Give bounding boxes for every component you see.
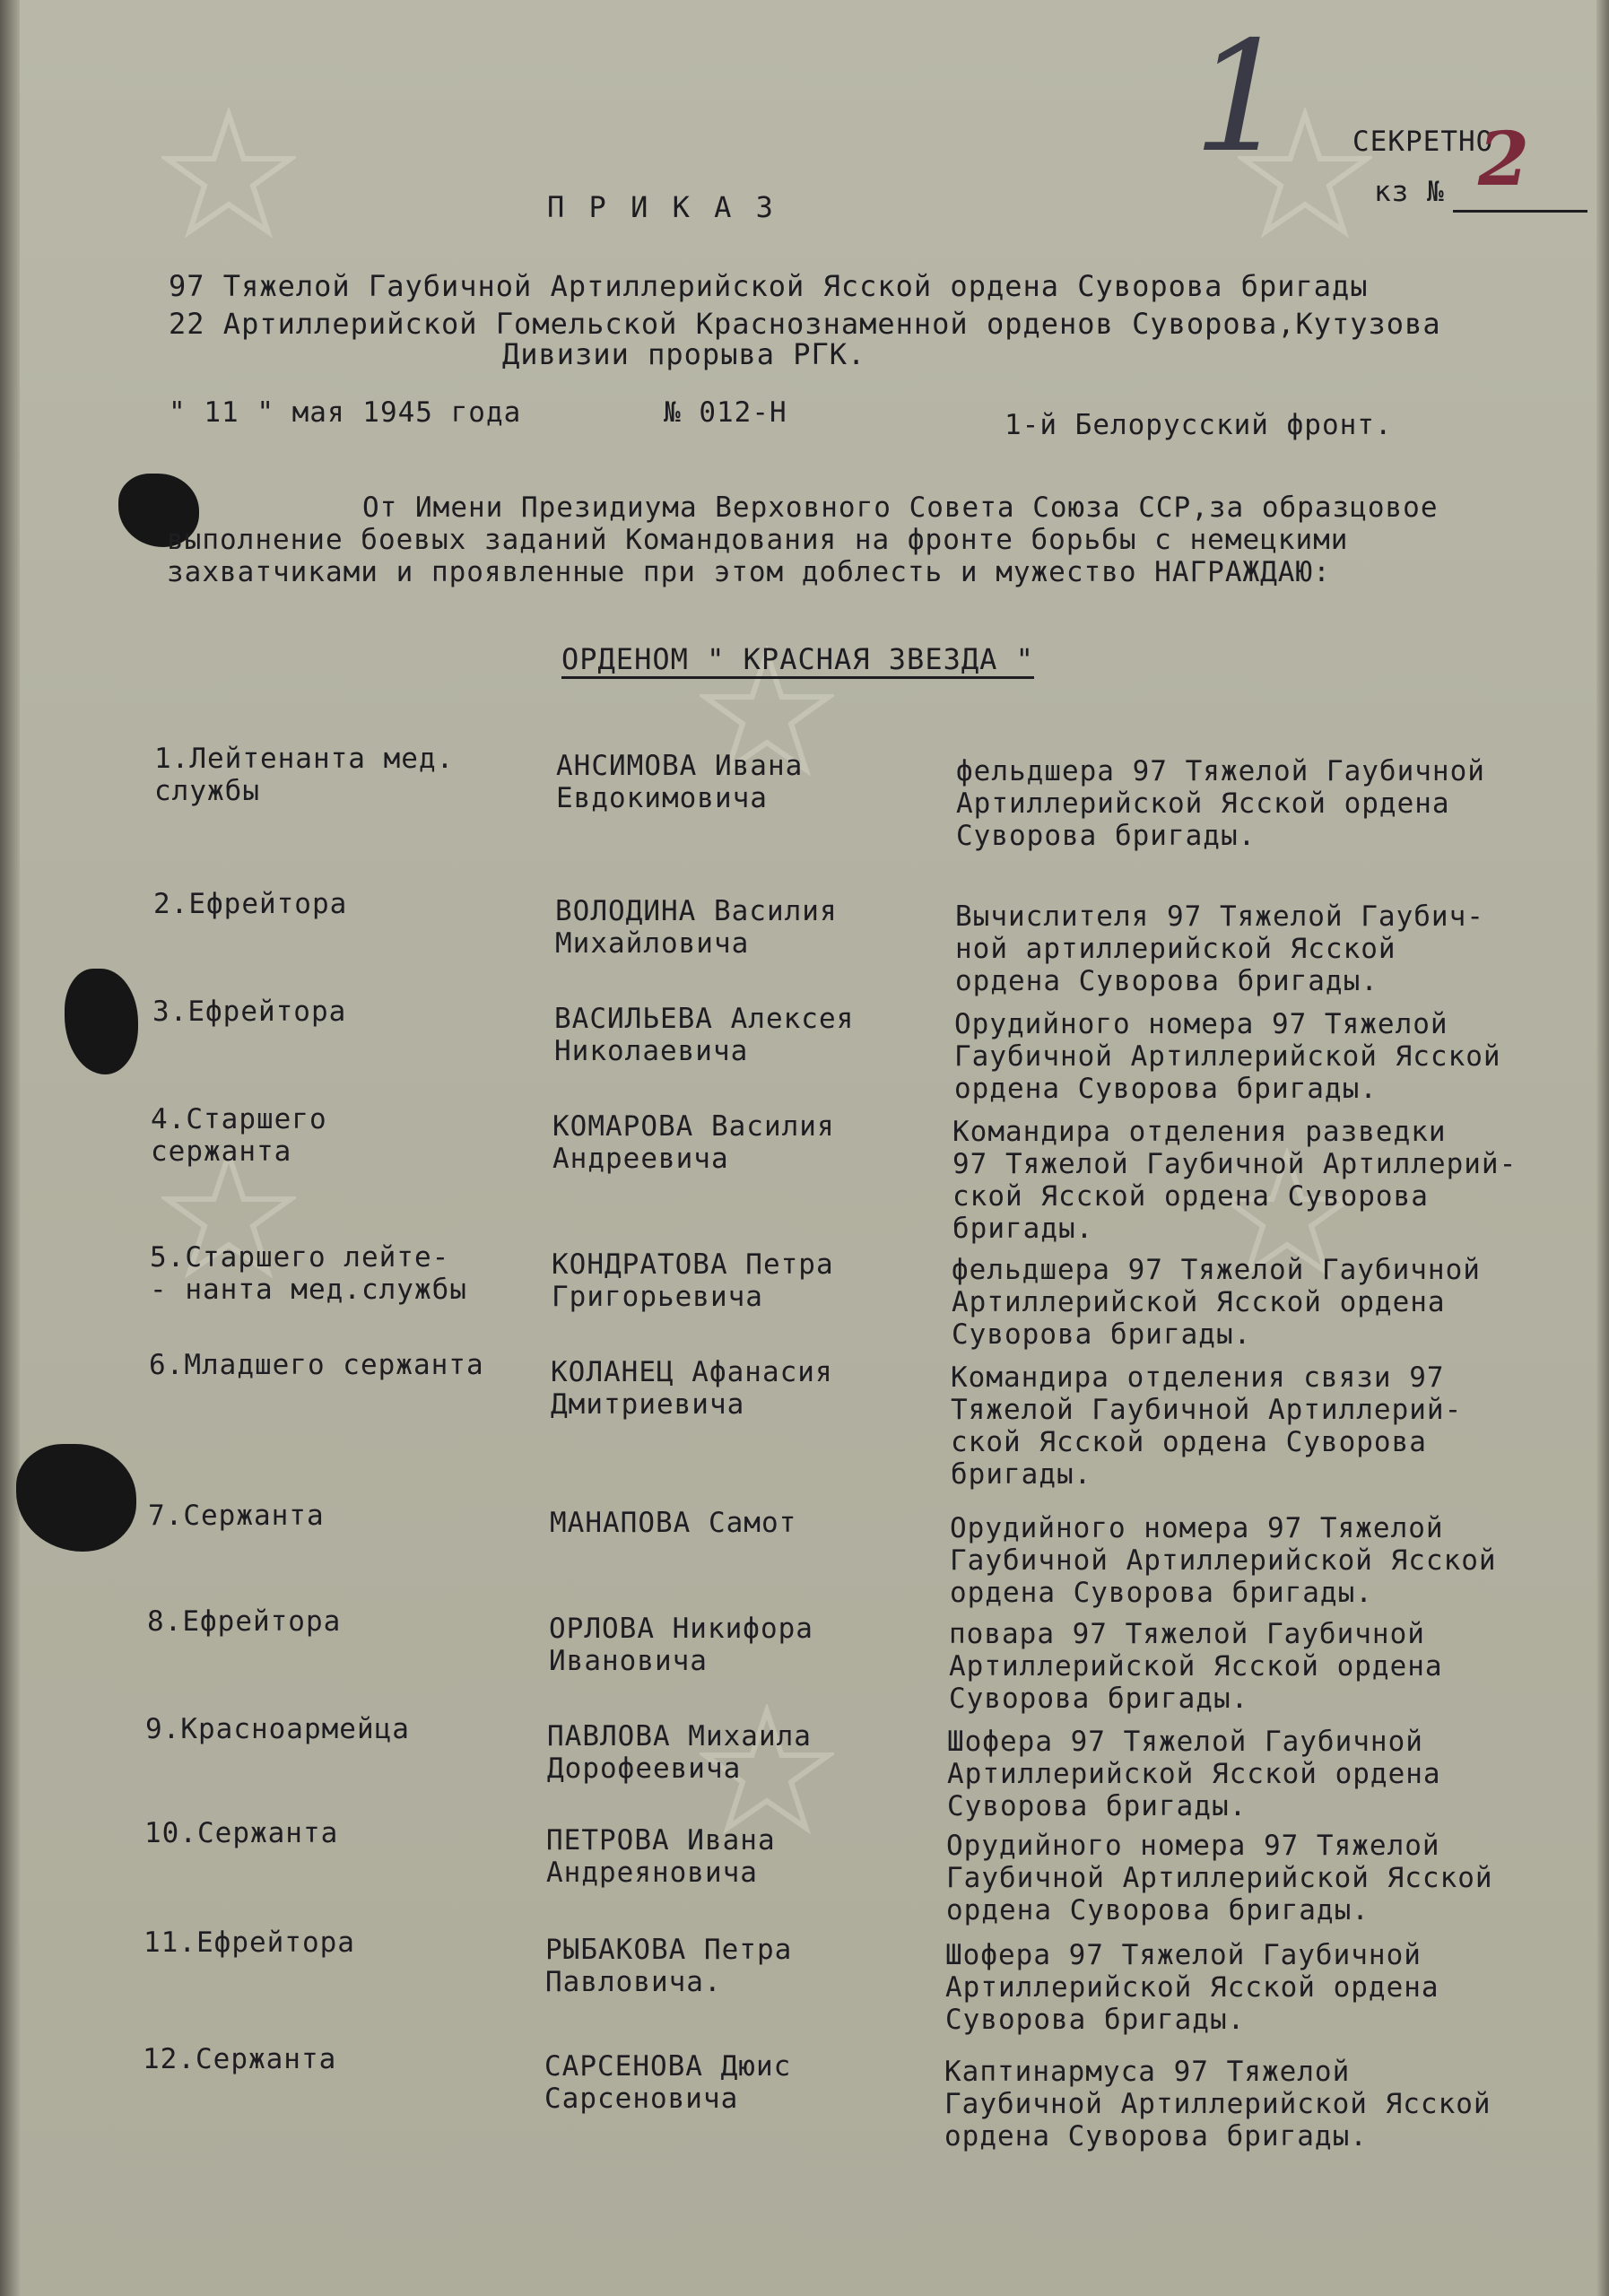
preamble-line-1: От Имени Президиума Верховного Совета Союза ССР,за образцовое <box>362 491 1439 524</box>
document-title: П Р И К А З <box>547 190 777 224</box>
recipient-position: ордена Суворова бригады. <box>954 1073 1378 1105</box>
recipient-rank: 5.Старшего лейте- <box>150 1241 450 1274</box>
recipient-position: Суворова бригады. <box>949 1683 1249 1715</box>
recipient-position: Вычислителя 97 Тяжелой Гаубич- <box>955 900 1484 933</box>
recipient-name: МАНАПОВА Самот <box>550 1507 797 1539</box>
recipient-rank: сержанта <box>151 1135 292 1168</box>
recipient-name: КОЛАНЕЦ Афанасия <box>551 1356 833 1388</box>
recipient-name: АНСИМОВА Ивана <box>556 750 804 782</box>
unit-line-2: 22 Артиллерийской Гомельской Краснознаменной орденов Суворова,Кутузова <box>169 307 1441 341</box>
recipient-rank: службы <box>154 775 260 807</box>
recipient-name: Ивановича <box>549 1645 708 1677</box>
recipient-rank: 11.Ефрейтора <box>144 1926 355 1959</box>
recipient-position: бригады. <box>951 1458 1092 1491</box>
recipient-position: Орудийного номера 97 Тяжелой <box>954 1008 1448 1040</box>
recipient-rank: 9.Красноармейца <box>145 1713 410 1745</box>
punch-hole-lower <box>16 1444 136 1552</box>
recipient-position: Артиллерийской Ясской ордена <box>949 1650 1443 1683</box>
recipient-rank: 7.Сержанта <box>148 1500 325 1532</box>
recipient-name: ПАВЛОВА Михаила <box>547 1720 812 1752</box>
recipient-name: Павловича. <box>545 1966 722 1998</box>
copy-number-line <box>1453 210 1587 213</box>
unit-line-3: Дивизии прорыва РГК. <box>502 337 866 371</box>
recipient-name: Михайловича <box>555 927 750 960</box>
recipient-rank: 8.Ефрейтора <box>147 1605 342 1638</box>
award-heading: ОРДЕНОМ " КРАСНАЯ ЗВЕЗДА " <box>561 642 1034 679</box>
recipient-position: Шофера 97 Тяжелой Гаубичной <box>945 1939 1422 1971</box>
recipient-position: Гаубичной Артиллерийской Ясской <box>944 2088 1492 2120</box>
recipient-rank: 10.Сержанта <box>144 1817 339 1849</box>
recipient-position: Орудийного номера 97 Тяжелой <box>946 1830 1440 1862</box>
recipient-position: Артиллерийской Ясской ордена <box>945 1971 1439 2004</box>
recipient-name: ВАСИЛЬЕВА Алексея <box>554 1003 855 1035</box>
recipient-position: Суворова бригады. <box>956 820 1257 852</box>
recipient-rank: 12.Сержанта <box>143 2043 337 2075</box>
recipient-name: ПЕТРОВА Ивана <box>546 1824 776 1857</box>
recipient-name: Дмитриевича <box>551 1388 745 1421</box>
recipient-position: фельдшера 97 Тяжелой Гаубичной <box>952 1254 1481 1286</box>
recipient-name: САРСЕНОВА Дюис <box>544 2050 792 2083</box>
copy-label: кз № <box>1374 176 1445 208</box>
recipient-position: Каптинармуса 97 Тяжелой <box>944 2056 1351 2088</box>
watermark-star-icon <box>161 108 296 242</box>
recipient-position: Гаубичной Артиллерийской Ясской <box>950 1544 1497 1577</box>
front-name: 1-й Белорусский фронт. <box>1005 409 1393 441</box>
recipient-position: повара 97 Тяжелой Гаубичной <box>949 1618 1425 1650</box>
recipient-name: КОНДРАТОВА Петра <box>552 1248 834 1281</box>
recipient-position: ной артиллерийской Ясской <box>955 933 1396 965</box>
recipient-position: ордена Суворова бригады. <box>944 2120 1368 2152</box>
recipient-rank: 1.Лейтенанта мед. <box>154 743 455 775</box>
recipient-position: ской Ясской ордена Суворова <box>952 1180 1429 1213</box>
recipient-rank: 2.Ефрейтора <box>153 888 348 920</box>
recipient-position: Суворова бригады. <box>945 2004 1246 2036</box>
preamble-line-2: выполнение боевых заданий Командования на фронте борьбы с немецкими <box>167 524 1349 556</box>
recipient-position: 97 Тяжелой Гаубичной Артиллерий- <box>952 1148 1518 1180</box>
order-date: " 11 " мая 1945 года <box>169 396 522 429</box>
recipient-position: Суворова бригады. <box>952 1318 1252 1351</box>
recipient-position: фельдшера 97 Тяжелой Гаубичной <box>956 755 1485 787</box>
recipient-position: Тяжелой Гаубичной Артиллерий- <box>951 1394 1463 1426</box>
recipient-name: Андреяновича <box>546 1857 758 1889</box>
recipient-name: Андреевича <box>552 1143 729 1175</box>
recipient-name: Сарсеновича <box>544 2083 739 2115</box>
punch-hole-middle <box>65 969 138 1074</box>
order-number: № 012-Н <box>664 396 787 429</box>
recipient-position: Командира отделения разведки <box>952 1116 1447 1148</box>
recipient-position: Артиллерийской Ясской ордена <box>947 1758 1441 1790</box>
recipient-name: Евдокимовича <box>556 782 768 814</box>
recipient-name: РЫБАКОВА Петра <box>545 1934 793 1966</box>
recipient-position: Артиллерийской Ясской ордена <box>952 1286 1446 1318</box>
recipient-position: Орудийного номера 97 Тяжелой <box>950 1512 1444 1544</box>
copy-number: 2 <box>1478 117 1530 203</box>
unit-line-1: 97 Тяжелой Гаубичной Артиллерийской Ясской ордена Суворова бригады <box>169 269 1369 303</box>
recipient-position: Суворова бригады. <box>947 1790 1248 1822</box>
recipient-name: Дорофеевича <box>547 1752 742 1785</box>
recipient-position: ордена Суворова бригады. <box>946 1894 1370 1926</box>
recipient-rank: - нанта мед.службы <box>150 1274 467 1306</box>
recipient-name: КОМАРОВА Василия <box>552 1110 835 1143</box>
recipient-name: ВОЛОДИНА Василия <box>555 895 838 927</box>
recipient-position: Гаубичной Артиллерийской Ясской <box>946 1862 1493 1894</box>
recipient-name: Николаевича <box>554 1035 749 1067</box>
recipient-position: ской Ясской ордена Суворова <box>951 1426 1427 1458</box>
recipient-rank: 3.Ефрейтора <box>152 996 347 1028</box>
recipient-position: Командира отделения связи 97 <box>951 1361 1445 1394</box>
recipient-position: Артиллерийской Ясской ордена <box>956 787 1450 820</box>
recipient-name: ОРЛОВА Никифора <box>549 1613 813 1645</box>
recipient-position: бригады. <box>952 1213 1094 1245</box>
secret-label: СЕКРЕТНО <box>1352 126 1494 158</box>
recipient-position: Шофера 97 Тяжелой Гаубичной <box>947 1726 1423 1758</box>
preamble-line-3: захватчиками и проявленные при этом доблесть и мужество НАГРАЖДАЮ: <box>167 556 1331 588</box>
paper-left-edge <box>0 0 20 2296</box>
recipient-position: ордена Суворова бригады. <box>955 965 1379 997</box>
recipient-rank: 6.Младшего сержанта <box>149 1349 484 1381</box>
recipient-name: Григорьевича <box>552 1281 763 1313</box>
recipient-position: ордена Суворова бригады. <box>950 1577 1373 1609</box>
paper-right-edge <box>1596 0 1609 2296</box>
recipient-rank: 4.Старшего <box>151 1103 327 1135</box>
page-number: 1 <box>1193 9 1291 187</box>
recipient-position: Гаубичной Артиллерийской Ясской <box>954 1040 1501 1073</box>
